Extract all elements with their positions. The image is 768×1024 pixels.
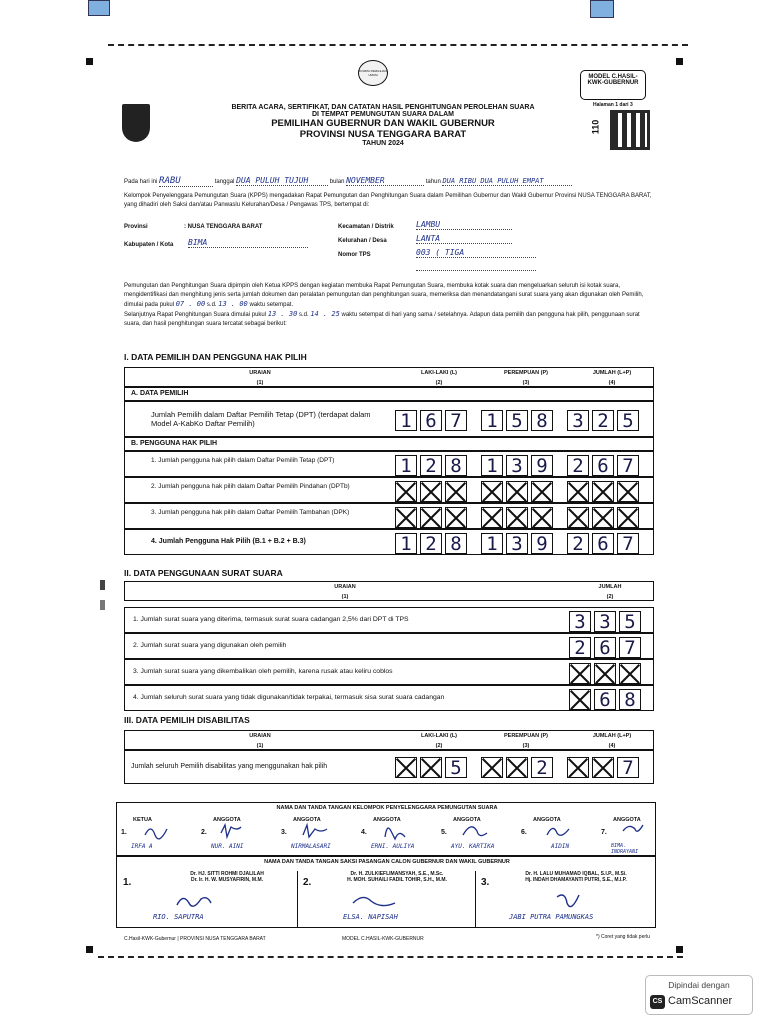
kpps-member-name: ERNI. AULIYA bbox=[371, 843, 415, 850]
side-mark bbox=[100, 600, 105, 610]
section3-title: III. DATA PEMILIH DISABILITAS bbox=[124, 715, 250, 725]
corner-mark bbox=[86, 946, 93, 953]
section1-b1-row: 1. Jumlah pengguna hak pilih dalam Daftar Pemilih Tetap (DPT) 1 2 8 1 3 9 2 6 7 bbox=[124, 451, 654, 477]
saksi-signature-scribbles bbox=[117, 891, 657, 915]
section2-r2-row: 2. Jumlah surat suara yang digunakan oleh pemilih 2 6 7 bbox=[124, 633, 654, 659]
document-sheet bbox=[88, 18, 700, 964]
tps-label: Nomor TPS bbox=[338, 252, 371, 258]
tps-value: 003 ( TIGA bbox=[416, 248, 536, 258]
section2-title: II. DATA PENGGUNAAN SURAT SUARA bbox=[124, 568, 283, 578]
section1-title: I. DATA PEMILIH DAN PENGGUNA HAK PILIH bbox=[124, 352, 307, 362]
kecamatan-label: Kecamatan / Distrik bbox=[338, 224, 394, 230]
footer-left: C.Hasil-KWK-Gubernur | PROVINSI NUSA TENGGARA BARAT bbox=[124, 936, 266, 942]
kpps-signature-block: NAMA DAN TANDA TANGAN KELOMPOK PENYELENGGARA PEMUNGUTAN SUARA KETUA ANGGOTA ANGGOTA ANGGOTA ANGGOTA ANGGOTA ANGGOTA 1. IRFA A 2. NUR. AINI 3. NIRMALASARI 4. ERNI. AULIYA 5. AYU. KARTIKA 6. AIDIN 7. BIMA. INDRAYANI bbox=[116, 802, 656, 856]
corner-mark bbox=[86, 58, 93, 65]
provinsi-label: Provinsi bbox=[124, 224, 148, 230]
section1-b-title-row: B. PENGGUNA HAK PILIH bbox=[124, 437, 654, 451]
section1-header-row: URAIAN (1) LAKI-LAKI (L) (2) PEREMPUAN (P) (3) JUMLAH (L+P) (4) bbox=[124, 367, 654, 387]
corner-mark bbox=[676, 58, 683, 65]
page-label: Halaman 1 dari 3 bbox=[593, 102, 633, 108]
section2-header-row: URAIAN (1) JUMLAH (2) bbox=[124, 581, 654, 601]
section2-r1-row: 1. Jumlah surat suara yang diterima, termasuk surat suara cadangan 2,5% dari DPT di TPS 3 3 5 bbox=[124, 607, 654, 633]
kabupaten-label: Kabupaten / Kota bbox=[124, 242, 174, 248]
saksi-name: RIO. SAPUTRA bbox=[153, 913, 204, 921]
section3-header-row: URAIAN (1) LAKI-LAKI (L) (2) PEREMPUAN (P) (3) JUMLAH (L+P) (4) bbox=[124, 730, 654, 750]
kpps-member-name: AIDIN bbox=[551, 843, 570, 850]
model-label: MODEL C.HASIL-KWK-GUBERNUR bbox=[580, 70, 646, 100]
bottom-dashed-line bbox=[98, 956, 683, 958]
section1-b4-row: 4. Jumlah Pengguna Hak Pilih (B.1 + B.2 + B.3) 1 2 8 1 3 9 2 6 7 bbox=[124, 529, 654, 555]
province-emblem bbox=[122, 104, 150, 142]
saksi-name: JABI PUTRA PAMUNGKAS bbox=[509, 913, 594, 921]
camscanner-icon: CS bbox=[650, 995, 665, 1009]
kecamatan-value: LAMBU bbox=[416, 220, 512, 230]
kelurahan-label: Kelurahan / Desa bbox=[338, 238, 387, 244]
a-laki-digits: 1 6 7 bbox=[395, 410, 470, 431]
page-code: 110 bbox=[590, 119, 601, 135]
kpps-member-name: AYU. KARTIKA bbox=[451, 843, 495, 850]
intro-date-line: Pada hari ini RABU tanggal DUA PULUH TUJUH bulan NOVEMBER tahun DUA RIBU DUA PULUH EMPAT bbox=[124, 176, 654, 188]
blue-marker-right bbox=[590, 0, 614, 18]
camscanner-badge: Dipindai dengan CS CamScanner bbox=[645, 975, 753, 1015]
procedure-paragraph: Pemungutan dan Penghitungan Suara dipimpin oleh Ketua KPPS dengan kegiatan membuka Rapat Pemungutan Suara, membuka kotak suara dan mengeluarkan seluruh isi kotak suara, mengidentifikasi dan menghitung jenis serta jumlah dokumen dan peralatan pemungutan dan penghitungan suara, memeriksa dan menandatangani surat suara yang akan digunakan oleh Pemilih, dimulai pada pukul 07 . 00 s.d. 13 . 00 waktu setempat. Selanjutnya Rapat Penghitungan Suara dimulai pukul 13 . 30 s.d. 14 . 25 waktu setempat di hari yang sama / setelahnya. Adapun data pemilih dan pengguna hak pilih, penggunaan surat suara, dan hasil penghitungan suara tercatat sebagai berikut: bbox=[124, 283, 644, 327]
tps-blank-line bbox=[416, 268, 536, 271]
section2-r4-row: 4. Jumlah seluruh surat suara yang tidak digunakan/tidak terpakai, termasuk sisa surat suara cadangan 6 8 bbox=[124, 685, 654, 711]
kpps-member-name: BIMA. INDRAYANI bbox=[611, 843, 639, 855]
top-dashed-line bbox=[108, 44, 688, 46]
page-title: BERITA ACARA, SERTIFIKAT, DAN CATATAN HASIL PENGHITUNGAN PEROLEHAN SUARA DI TEMPAT PEMUNGUTAN SUARA DALAM PEMILIHAN GUBERNUR DAN WAKIL GUBERNUR PROVINSI NUSA TENGGARA BARAT TAHUN 2024 bbox=[231, 104, 535, 147]
kpps-member-name: NIRMALASARI bbox=[291, 843, 331, 850]
section1-a-title-row: A. DATA PEMILIH bbox=[124, 387, 654, 401]
saksi-name: ELSA. NAPISAH bbox=[343, 913, 398, 921]
a-jumlah-digits: 3 2 5 bbox=[567, 410, 642, 431]
kpu-logo: KOMISI PEMILIHAN UMUM bbox=[358, 60, 388, 86]
kpps-signature-scribbles bbox=[117, 821, 657, 845]
footer-right: *) Coret yang tidak perlu bbox=[596, 934, 650, 940]
section2-r3-row: 3. Jumlah surat suara yang dikembalikan oleh pemilih, karena rusak atau keliru coblos bbox=[124, 659, 654, 685]
kpps-member-name: NUR. AINI bbox=[211, 843, 244, 850]
provinsi-value: : NUSA TENGGARA BARAT bbox=[184, 224, 263, 230]
qr-code bbox=[610, 110, 650, 150]
section1-a-row: Jumlah Pemilih dalam Daftar Pemilih Tetap (DPT) (terdapat dalam Model A-KabKo Daftar Pemilih) 1 6 7 1 5 8 3 2 5 bbox=[124, 401, 654, 437]
blue-marker-left bbox=[88, 0, 110, 16]
section3-row: Jumlah seluruh Pemilih disabilitas yang menggunakan hak pilih 5 2 7 bbox=[124, 750, 654, 784]
section1-b2-row: 2. Jumlah pengguna hak pilih dalam Daftar Pemilih Pindahan (DPTb) bbox=[124, 477, 654, 503]
side-mark bbox=[100, 580, 105, 590]
kabupaten-value: BIMA bbox=[188, 238, 308, 248]
saksi-signature-block: NAMA DAN TANDA TANGAN SAKSI PASANGAN CALON GUBERNUR DAN WAKIL GUBERNUR 1. Dr. HJ. SITTI ROHMI DJALILAH Dr. Ir. H. W. MUSYAFIRIN, M.M. RIO. SAPUTRA 2. Dr. H. ZULKIEFLIMANSYAH, S.E., M.Sc. H. MOH. SUHAILI FADIL TOHIR, S.H., M.M. ELSA. NAPISAH 3. Dr. H. LALU MUHAMAD IQBAL, S.I.P., M.Si. Hj. INDAH DHAMAYANTI PUTRI, S.E., M.I.P. JABI PUTRA PAMUNGKAS bbox=[116, 856, 656, 928]
section1-b3-row: 3. Jumlah pengguna hak pilih dalam Daftar Pemilih Tambahan (DPK) bbox=[124, 503, 654, 529]
footer-center: MODEL C.HASIL-KWK-GUBERNUR bbox=[342, 936, 424, 942]
corner-mark bbox=[676, 946, 683, 953]
intro-paragraph: Kelompok Penyelenggara Pemungutan Suara (KPPS) mengadakan Rapat Pemungutan dan Penghitungan Suara dalam Pemilihan Gubernur dan Wakil Gubernur Provinsi NUSA TENGGARA BARAT, yang dihadiri oleh Saksi dan/atau Panwaslu Kelurahan/Desa / Pengawas TPS, bertempat di: bbox=[124, 193, 652, 208]
kpps-member-name: IRFA A bbox=[131, 843, 153, 850]
kelurahan-value: LANTA bbox=[416, 234, 512, 244]
a-perempuan-digits: 1 5 8 bbox=[481, 410, 556, 431]
